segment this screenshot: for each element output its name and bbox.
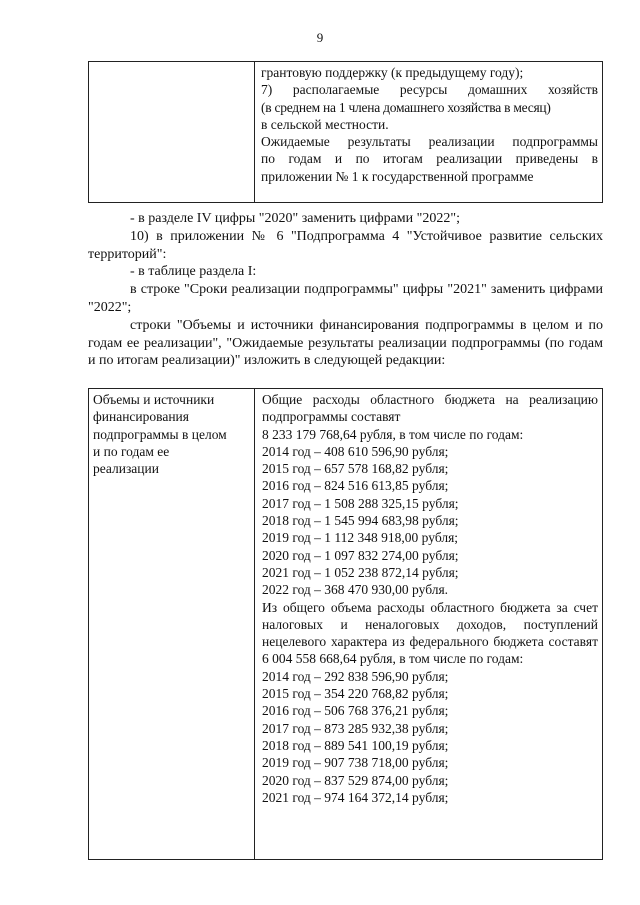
table-line: по годам и по итогам реализации приведены в: [261, 151, 598, 167]
paragraph: - в разделе IV цифры "2020" заменить цифрами "2022";: [130, 211, 460, 226]
year-amount: 2022 год – 368 470 930,00 рубля.: [262, 582, 449, 598]
federal-intro: Из общего объема расходы областного бюджета за счет налоговых и неналоговых доходов, поступлений нецелевого характера из федерального бюджета составят 6 004 558 668,64 рубля, в том числе по годам:: [262, 599, 598, 667]
table-row: [89, 389, 603, 860]
year-amount: 2019 год – 1 112 348 918,00 рубля;: [262, 530, 459, 546]
year-amount: 2014 год – 292 838 596,90 рубля;: [262, 668, 449, 684]
table-line: приложении № 1 к государственной программе: [261, 168, 534, 184]
year-amount: 2014 год – 408 610 596,90 рубля;: [262, 443, 449, 459]
row-header-cell: [89, 389, 255, 860]
continuation-table: [88, 61, 603, 203]
row-header-line: реализации: [93, 461, 159, 477]
year-amount: 2016 год – 824 516 613,85 рубля;: [262, 478, 449, 494]
empty-left-cell: [89, 62, 255, 203]
year-amount: 2017 год – 1 508 288 325,15 рубля;: [262, 495, 459, 511]
total-amount: 8 233 179 768,64 рубля, в том числе по годам:: [262, 426, 524, 442]
year-amount: 2021 год – 974 164 372,14 рубля;: [262, 789, 449, 805]
year-amount: 2015 год – 354 220 768,82 рубля;: [262, 686, 449, 702]
financing-table: [88, 388, 603, 860]
paragraph: 10) в приложении № 6 "Подпрограмма 4 "Устойчивое развитие сельских территорий":: [88, 228, 603, 262]
paragraph: строки "Объемы и источники финансирования подпрограммы в целом и по годам ее реализации", "Ожидаемые результаты реализации подпрограммы (по годам и по итогам реализации)" изложить в следующей редакции:: [88, 317, 603, 369]
table-line: в сельской местности.: [261, 116, 389, 132]
year-amount: 2015 год – 657 578 168,82 рубля;: [262, 461, 449, 477]
year-amount: 2018 год – 889 541 100,19 рубля;: [262, 737, 449, 753]
expected-results-cell: [255, 62, 603, 203]
page-number: 9: [316, 30, 324, 45]
table-line: (в среднем на 1 члена домашнего хозяйства в месяц): [261, 99, 551, 115]
financing-cell: [255, 389, 603, 860]
year-amount: 2020 год – 837 529 874,00 рубля;: [262, 772, 449, 788]
row-header-line: и по годам ее: [93, 443, 170, 459]
paragraph: - в таблице раздела I:: [130, 264, 257, 280]
row-header-line: Объемы и источники: [93, 392, 215, 407]
year-amount: 2021 год – 1 052 238 872,14 рубля;: [262, 564, 459, 580]
table-row: [89, 62, 603, 203]
paragraph: в строке "Сроки реализации подпрограммы" цифры "2021" заменить цифрами "2022";: [88, 282, 603, 315]
total-intro: Общие расходы областного бюджета на реализацию подпрограммы составят: [262, 392, 598, 425]
row-header-line: подпрограммы в целом: [93, 426, 227, 442]
year-amount: 2018 год – 1 545 994 683,98 рубля;: [262, 513, 459, 529]
table-line: грантовую поддержку (к предыдущему году);: [261, 65, 524, 80]
year-amount: 2017 год – 873 285 932,38 рубля;: [262, 720, 449, 736]
table-line: Ожидаемые результаты реализации подпрограммы: [261, 134, 598, 150]
row-header-line: финансирования: [93, 409, 189, 425]
table-line: 7) располагаемые ресурсы домашних хозяйств: [261, 82, 598, 98]
year-amount: 2019 год – 907 738 718,00 рубля;: [262, 755, 449, 771]
amendment-text: [88, 210, 603, 370]
year-amount: 2020 год – 1 097 832 274,00 рубля;: [262, 547, 459, 563]
year-amount: 2016 год – 506 768 376,21 рубля;: [262, 703, 449, 719]
